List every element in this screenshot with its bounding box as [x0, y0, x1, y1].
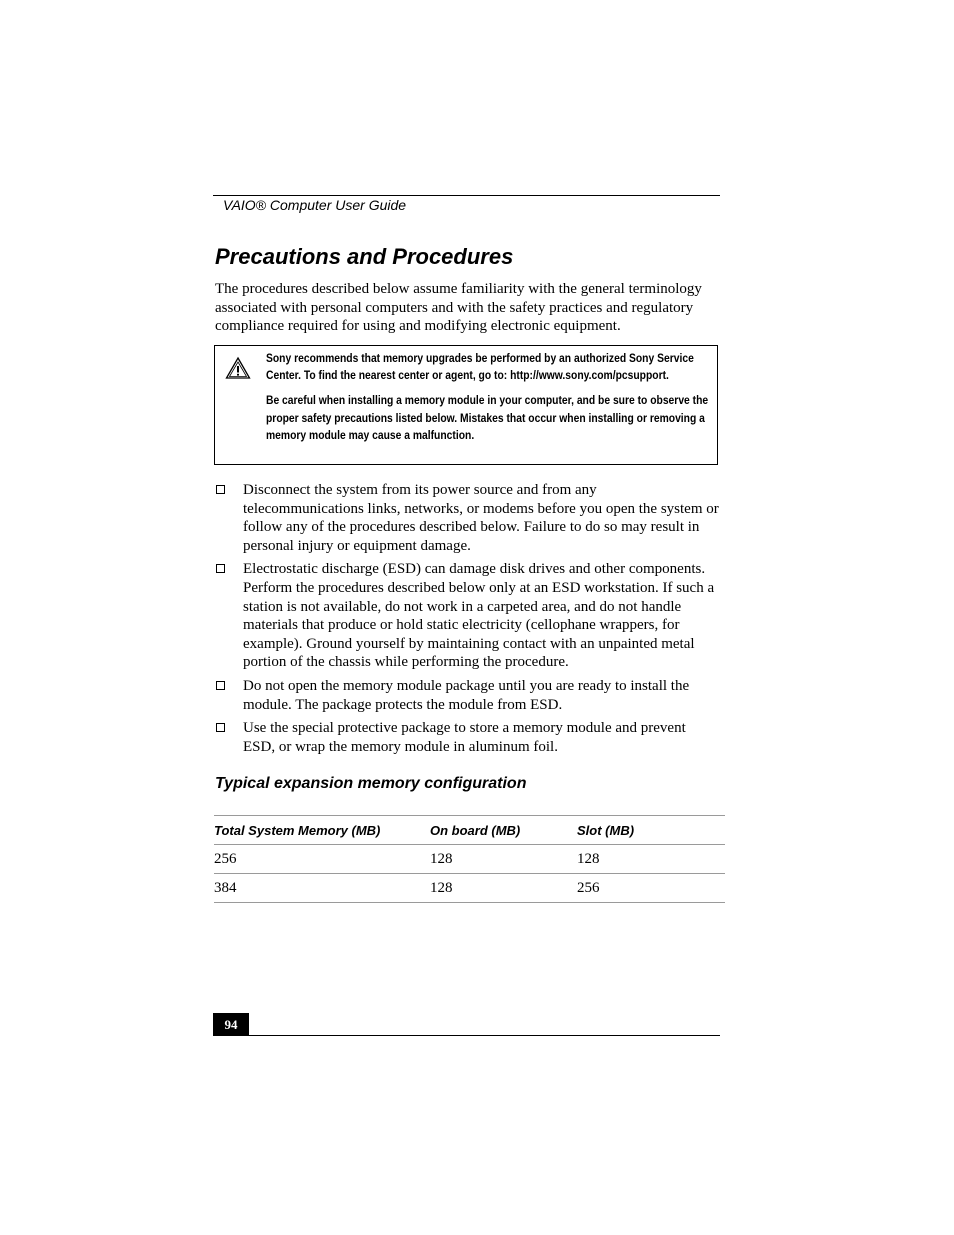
- column-header: Slot (MB): [577, 822, 635, 838]
- list-item: [215, 719, 720, 756]
- column-header: Total System Memory (MB): [214, 822, 381, 838]
- table-cell: 128: [577, 850, 600, 867]
- list-item-text: Use the special protective package to store a memory module and prevent ESD, or wrap the memory module in aluminum foil.: [243, 720, 686, 755]
- caution-text: [266, 350, 709, 444]
- checkbox-bullet-icon: [216, 564, 225, 573]
- list-item-text: Disconnect the system from its power source and from any telecommunications links, networks, or modems before you open the system or follow any of the procedures described below. Failure to do so may result in personal injury or equipment damage.: [243, 482, 719, 554]
- footer-rule: [213, 1035, 720, 1036]
- checkbox-bullet-icon: [216, 723, 225, 732]
- memory-configuration-table: [214, 815, 725, 903]
- caution-paragraph: Be careful when installing a memory module in your computer, and be sure to observe the proper safety precautions listed below. Mistakes that occur when installing or removing a memory module may cause a malfunction.: [266, 393, 709, 442]
- list-item-text: Electrostatic discharge (ESD) can damage disk drives and other components. Perform the procedures described below only at an ESD workstation. If such a station is not available, do not work in a carpeted area, and do not handle materials that produce or hold static electricity (cellophane wrappers, for example). Ground yourself by maintaining contact with an unpainted metal portion of the chassis while performing the procedure.: [243, 561, 715, 671]
- table-cell: 384: [214, 879, 237, 896]
- table-row: [214, 845, 725, 874]
- page-title: Precautions and Procedures: [215, 244, 514, 269]
- table-row: [214, 874, 725, 903]
- caution-box: [214, 345, 718, 465]
- warning-triangle-icon: [225, 356, 251, 380]
- table-cell: 128: [430, 879, 453, 896]
- section-title: Typical expansion memory configuration: [215, 775, 527, 792]
- table-cell: 256: [577, 879, 600, 896]
- list-item: [215, 677, 720, 714]
- checkbox-bullet-icon: [216, 681, 225, 690]
- header-rule: [213, 195, 720, 196]
- caution-paragraph: Sony recommends that memory upgrades be performed by an authorized Sony Service Center. To find the nearest center or agent, go to: http://www.sony.com/pcsupport.: [266, 351, 694, 383]
- column-header: On board (MB): [430, 822, 521, 838]
- precautions-list: [215, 481, 720, 761]
- list-item: [215, 481, 720, 555]
- table-header-row: [214, 816, 725, 845]
- checkbox-bullet-icon: [216, 485, 225, 494]
- list-item-text: Do not open the memory module package until you are ready to install the module. The package protects the module from ESD.: [243, 677, 690, 713]
- page-number: 94: [213, 1013, 249, 1036]
- running-head: VAIO® Computer User Guide: [223, 197, 407, 213]
- intro-paragraph: The procedures described below assume familiarity with the general terminology associated with personal computers and with the safety practices and regulatory compliance required for using and modifying electronic equipment.: [215, 281, 702, 335]
- table-cell: 128: [430, 850, 453, 867]
- table-cell: 256: [214, 850, 237, 867]
- list-item: [215, 560, 720, 672]
